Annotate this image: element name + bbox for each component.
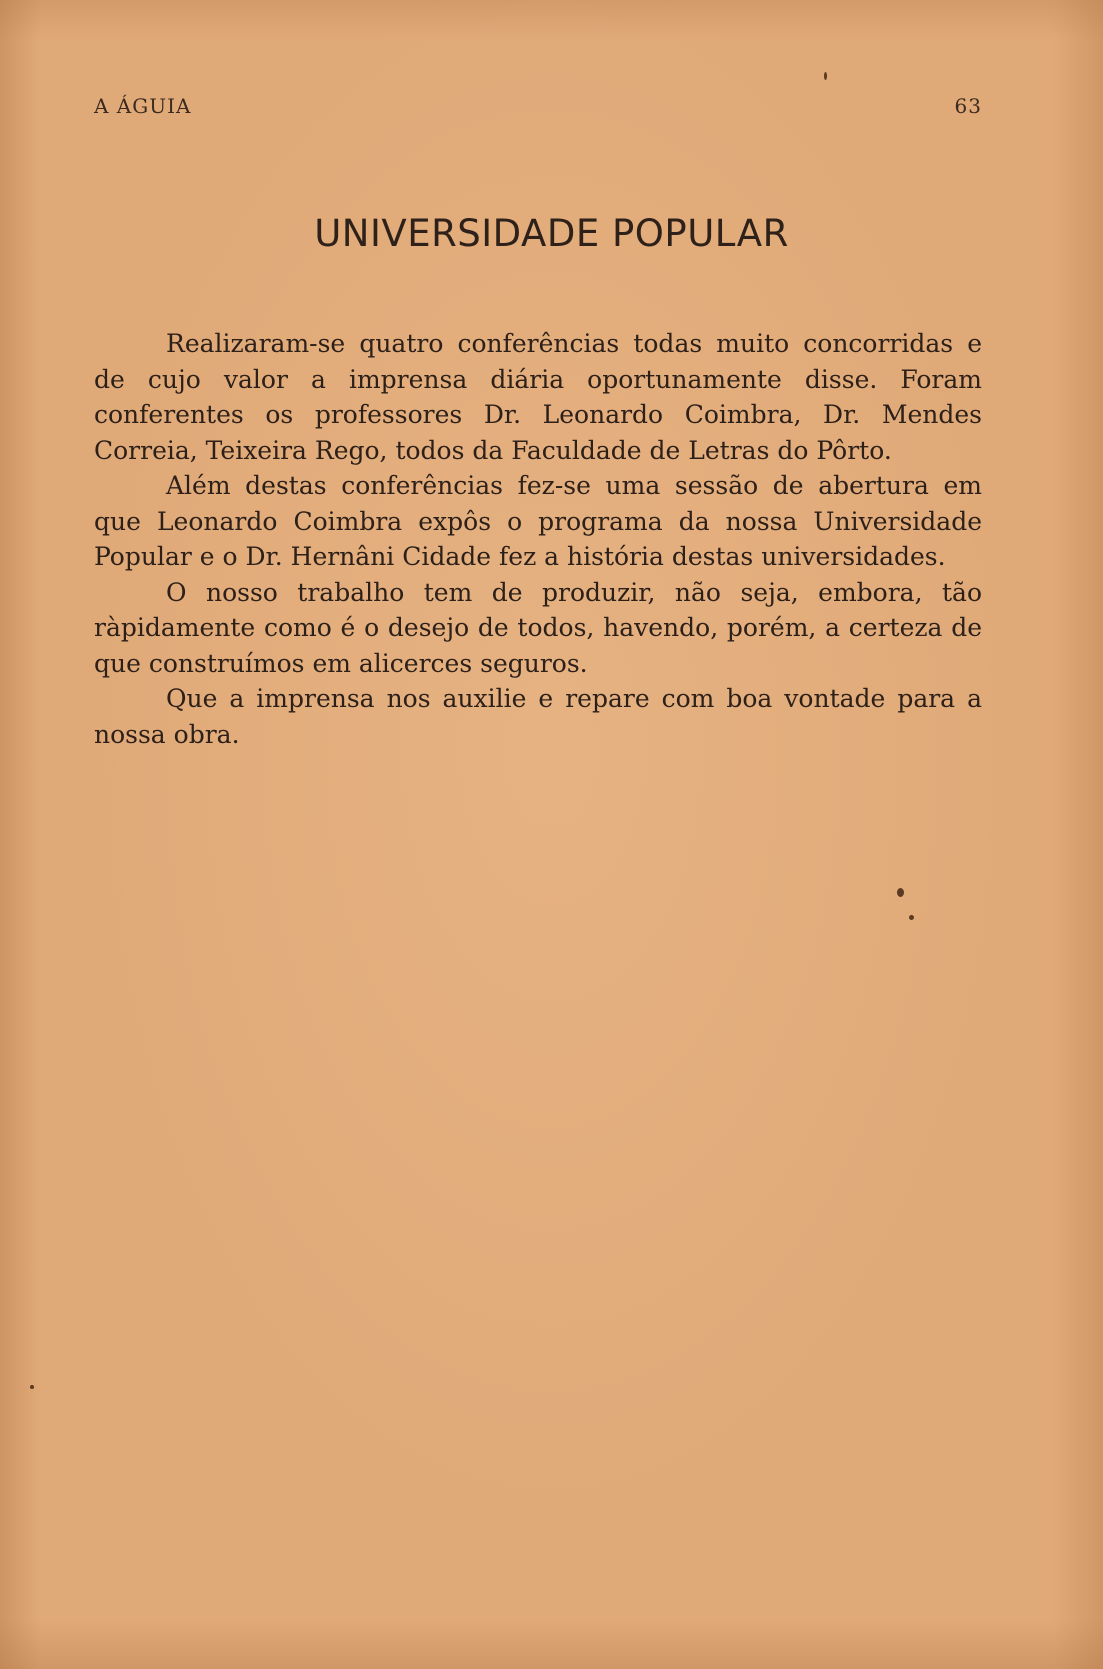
article-body xyxy=(94,326,982,752)
paper-speck xyxy=(909,915,914,920)
running-header xyxy=(94,94,982,124)
paper-speck xyxy=(824,72,827,80)
paragraph: Além destas conferências fez-se uma sessão de abertura em que Leonardo Coimbra expôs o programa da nossa Universidade Popular e o Dr. Hernâni Cidade fez a história destas universidades. xyxy=(94,471,982,571)
paragraph: Realizaram-se quatro conferências todas muito concorridas e de cujo valor a imprensa diária oportunamente disse. Foram conferentes os professores Dr. Leonardo Coimbra, Dr. Mendes Correia, Teixeira Rego, todos da Faculdade de Letras do Pôrto. xyxy=(94,329,982,465)
page-number: 63 xyxy=(954,94,982,118)
paper-speck xyxy=(897,888,904,897)
article-title: UNIVERSIDADE POPULAR xyxy=(314,212,789,255)
paragraph: Que a imprensa nos auxilie e repare com boa vontade para a nossa obra. xyxy=(94,684,982,749)
journal-name: A ÁGUIA xyxy=(94,94,192,118)
paragraph: O nosso trabalho tem de produzir, não seja, embora, tão ràpidamente como é o desejo de todos, havendo, porém, a certeza de que construímos em alicerces seguros. xyxy=(94,577,982,678)
paper-speck xyxy=(30,1385,34,1389)
